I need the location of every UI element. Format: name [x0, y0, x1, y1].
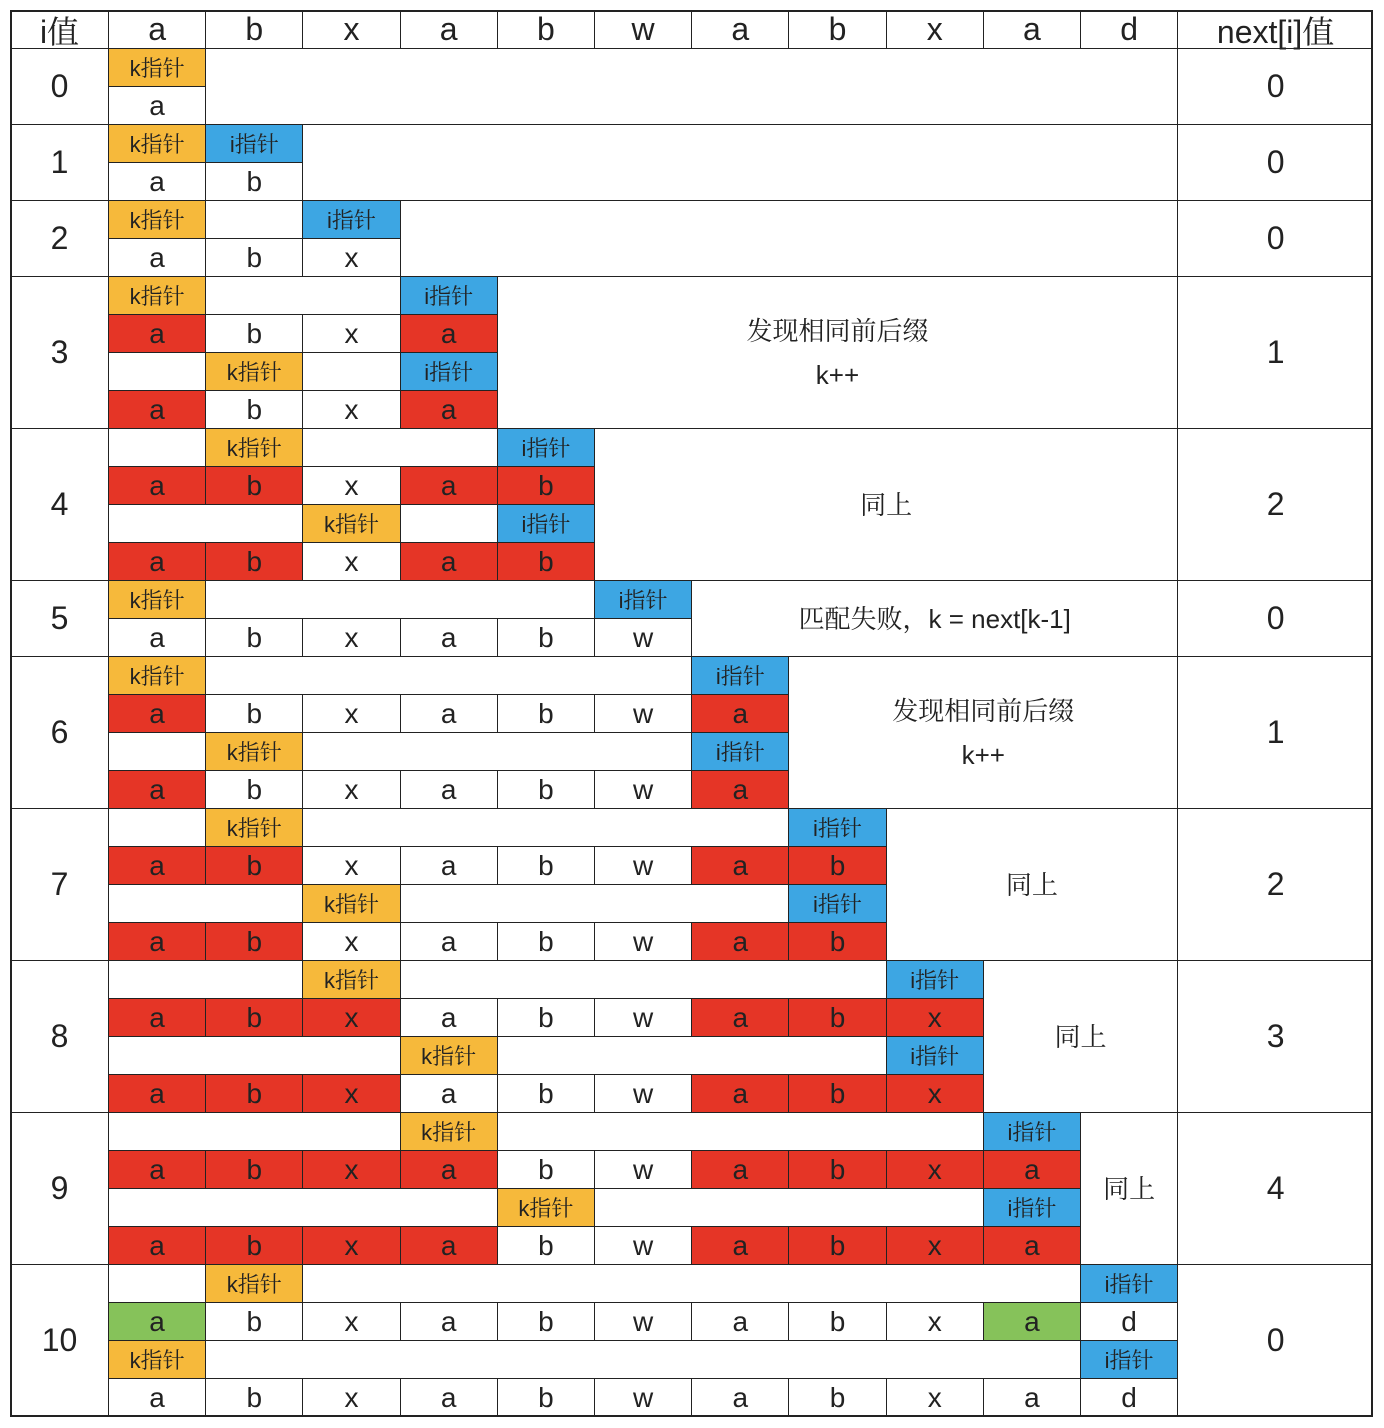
pattern-char: a	[108, 1378, 205, 1416]
pattern-char: d	[1080, 1302, 1177, 1340]
i-pointer: i指针	[205, 124, 302, 162]
pointer-gap	[302, 352, 399, 390]
pattern-char: d	[1080, 1378, 1177, 1416]
k-pointer: k指针	[205, 1264, 302, 1302]
k-pointer: k指针	[497, 1188, 594, 1226]
step-i-value: 3	[10, 276, 108, 428]
matched-char: a	[108, 314, 205, 352]
i-pointer: i指针	[983, 1188, 1080, 1226]
pointer-gap	[205, 580, 594, 618]
k-pointer: k指针	[108, 124, 205, 162]
matched-char: a	[691, 922, 788, 960]
step-note	[788, 656, 1177, 808]
pattern-char: w	[594, 1226, 691, 1264]
step-note-line: 同上	[1005, 869, 1058, 900]
pattern-char: a	[400, 1074, 497, 1112]
step-i-value: 4	[10, 428, 108, 580]
k-pointer: k指针	[302, 504, 399, 542]
pointer-gap	[205, 200, 302, 238]
pattern-char: a	[400, 922, 497, 960]
matched-char: a	[108, 770, 205, 808]
step-i-value: 8	[10, 960, 108, 1112]
pattern-char: b	[497, 1074, 594, 1112]
step-note	[1080, 1112, 1177, 1264]
step-note	[983, 960, 1177, 1112]
i-pointer: i指针	[302, 200, 399, 238]
pattern-char: a	[400, 1378, 497, 1416]
pointer-gap	[108, 960, 302, 998]
pattern-char: x	[302, 1378, 399, 1416]
pattern-char: a	[400, 846, 497, 884]
compared-char: a	[108, 1302, 205, 1340]
step-note	[205, 48, 1177, 124]
matched-char: a	[983, 1150, 1080, 1188]
k-pointer: k指针	[400, 1036, 497, 1074]
compared-char: a	[983, 1302, 1080, 1340]
i-pointer: i指针	[400, 276, 497, 314]
pattern-char: b	[497, 1378, 594, 1416]
pattern-char: w	[594, 922, 691, 960]
pattern-char: a	[691, 1302, 788, 1340]
pattern-char: b	[497, 618, 594, 656]
pattern-char: a	[400, 770, 497, 808]
i-pointer: i指针	[691, 732, 788, 770]
step-next-value: 0	[1177, 124, 1373, 200]
pattern-char: b	[497, 770, 594, 808]
pattern-char: w	[594, 770, 691, 808]
pattern-char: b	[497, 694, 594, 732]
pointer-gap	[400, 960, 886, 998]
pattern-char: w	[594, 1378, 691, 1416]
i-pointer: i指针	[1080, 1264, 1177, 1302]
pointer-gap	[108, 1264, 205, 1302]
step-next-value: 0	[1177, 580, 1373, 656]
pointer-gap	[108, 1036, 400, 1074]
pattern-char: b	[205, 1378, 302, 1416]
step-note-line: 同上	[1103, 1173, 1156, 1204]
k-pointer: k指针	[108, 656, 205, 694]
matched-char: b	[205, 922, 302, 960]
step-i-value: 2	[10, 200, 108, 276]
k-pointer: k指针	[108, 580, 205, 618]
pointer-gap	[108, 884, 302, 922]
step-next-value: 3	[1177, 960, 1373, 1112]
matched-char: a	[108, 466, 205, 504]
matched-char: a	[400, 1226, 497, 1264]
matched-char: b	[205, 542, 302, 580]
pattern-char: w	[594, 694, 691, 732]
matched-char: b	[205, 998, 302, 1036]
pattern-char: b	[497, 1302, 594, 1340]
pattern-char: a	[691, 1378, 788, 1416]
i-pointer: i指针	[886, 1036, 983, 1074]
step-next-value: 1	[1177, 276, 1373, 428]
i-pointer: i指针	[594, 580, 691, 618]
step-note-line: 发现相同前后缀	[746, 315, 929, 346]
header-char: w	[594, 10, 691, 48]
pointer-gap	[400, 884, 789, 922]
pattern-char: b	[205, 694, 302, 732]
pattern-char: b	[497, 922, 594, 960]
matched-char: b	[205, 1074, 302, 1112]
pointer-gap	[497, 1036, 886, 1074]
k-pointer: k指针	[205, 732, 302, 770]
pattern-char: a	[400, 1302, 497, 1340]
pattern-char: b	[497, 846, 594, 884]
k-pointer: k指针	[302, 960, 399, 998]
step-note	[691, 580, 1177, 656]
header-char: a	[983, 10, 1080, 48]
step-i-value: 6	[10, 656, 108, 808]
pointer-gap	[108, 732, 205, 770]
pattern-char: x	[886, 1302, 983, 1340]
matched-char: b	[205, 466, 302, 504]
i-pointer: i指针	[497, 428, 594, 466]
pattern-char: b	[205, 162, 302, 200]
matched-char: x	[302, 1150, 399, 1188]
pointer-gap	[108, 1188, 497, 1226]
pattern-char: b	[205, 238, 302, 276]
header-char: a	[691, 10, 788, 48]
pattern-char: a	[400, 618, 497, 656]
i-pointer: i指针	[788, 808, 885, 846]
k-pointer: k指针	[400, 1112, 497, 1150]
step-note	[886, 808, 1178, 960]
k-pointer: k指针	[302, 884, 399, 922]
step-next-value: 2	[1177, 808, 1373, 960]
i-pointer: i指针	[886, 960, 983, 998]
matched-char: a	[108, 1150, 205, 1188]
step-i-value: 1	[10, 124, 108, 200]
pattern-char: a	[983, 1378, 1080, 1416]
matched-char: a	[691, 770, 788, 808]
pattern-char: w	[594, 846, 691, 884]
pattern-char: w	[594, 1150, 691, 1188]
matched-char: x	[886, 1074, 983, 1112]
k-pointer: k指针	[205, 808, 302, 846]
matched-char: a	[400, 390, 497, 428]
matched-char: b	[497, 542, 594, 580]
pattern-char: a	[108, 618, 205, 656]
header-char: a	[400, 10, 497, 48]
matched-char: x	[302, 1226, 399, 1264]
step-note	[497, 276, 1177, 428]
step-next-value: 1	[1177, 656, 1373, 808]
matched-char: x	[302, 1074, 399, 1112]
matched-char: b	[205, 1226, 302, 1264]
i-pointer: i指针	[788, 884, 885, 922]
pattern-char: b	[205, 770, 302, 808]
pattern-char: x	[886, 1378, 983, 1416]
step-next-value: 0	[1177, 200, 1373, 276]
step-i-value: 7	[10, 808, 108, 960]
matched-char: b	[788, 922, 885, 960]
pointer-gap	[108, 1112, 400, 1150]
header-char: b	[205, 10, 302, 48]
pattern-char: b	[788, 1302, 885, 1340]
k-pointer: k指针	[108, 48, 205, 86]
step-next-value: 2	[1177, 428, 1373, 580]
pointer-gap	[108, 352, 205, 390]
k-pointer: k指针	[108, 276, 205, 314]
matched-char: a	[108, 998, 205, 1036]
pointer-gap	[108, 428, 205, 466]
pattern-char: b	[205, 390, 302, 428]
pointer-gap	[108, 504, 302, 542]
pattern-char: a	[108, 86, 205, 124]
matched-char: x	[302, 998, 399, 1036]
matched-char: a	[108, 1074, 205, 1112]
header-char: b	[788, 10, 885, 48]
matched-char: x	[886, 1226, 983, 1264]
pattern-char: x	[302, 618, 399, 656]
pattern-char: x	[302, 1302, 399, 1340]
matched-char: b	[205, 1150, 302, 1188]
step-next-value: 0	[1177, 1264, 1373, 1416]
step-note	[400, 200, 1178, 276]
matched-char: a	[108, 694, 205, 732]
matched-char: a	[108, 922, 205, 960]
pointer-gap	[400, 504, 497, 542]
pointer-gap	[302, 1264, 1080, 1302]
step-note-line: 匹配失败，k = next[k-1]	[798, 603, 1071, 634]
header-char: x	[886, 10, 983, 48]
matched-char: b	[788, 1226, 885, 1264]
header-char: b	[497, 10, 594, 48]
pattern-char: x	[302, 846, 399, 884]
pattern-char: b	[205, 314, 302, 352]
pattern-char: b	[497, 1226, 594, 1264]
matched-char: a	[983, 1226, 1080, 1264]
k-pointer: k指针	[205, 352, 302, 390]
header-next-label: next[i]值	[1177, 10, 1373, 48]
pointer-gap	[205, 276, 399, 314]
step-i-value: 9	[10, 1112, 108, 1264]
matched-char: a	[108, 390, 205, 428]
pattern-char: w	[594, 1302, 691, 1340]
k-pointer: k指针	[205, 428, 302, 466]
matched-char: b	[788, 1150, 885, 1188]
pattern-char: b	[205, 618, 302, 656]
matched-char: b	[788, 1074, 885, 1112]
i-pointer: i指针	[497, 504, 594, 542]
matched-char: a	[108, 1226, 205, 1264]
i-pointer: i指针	[400, 352, 497, 390]
step-note-line: k++	[815, 359, 860, 390]
pointer-gap	[302, 808, 788, 846]
step-i-value: 10	[10, 1264, 108, 1416]
matched-char: a	[400, 314, 497, 352]
pattern-char: w	[594, 1074, 691, 1112]
pattern-char: x	[302, 770, 399, 808]
k-pointer: k指针	[108, 1340, 205, 1378]
pattern-char: b	[788, 1378, 885, 1416]
matched-char: b	[788, 998, 885, 1036]
pattern-char: x	[302, 390, 399, 428]
step-note-line: 同上	[860, 489, 913, 520]
header-char: d	[1080, 10, 1177, 48]
pointer-gap	[302, 428, 496, 466]
pattern-char: w	[594, 618, 691, 656]
pattern-char: b	[497, 1150, 594, 1188]
matched-char: b	[497, 466, 594, 504]
step-note	[302, 124, 1177, 200]
pointer-gap	[205, 1340, 1080, 1378]
matched-char: b	[788, 846, 885, 884]
pointer-gap	[497, 1112, 983, 1150]
header-char: x	[302, 10, 399, 48]
matched-char: a	[691, 1150, 788, 1188]
pattern-char: x	[302, 238, 399, 276]
pointer-gap	[302, 732, 691, 770]
pattern-char: x	[302, 922, 399, 960]
pattern-char: w	[594, 998, 691, 1036]
step-note	[594, 428, 1177, 580]
pattern-char: x	[302, 694, 399, 732]
k-pointer: k指针	[108, 200, 205, 238]
pattern-char: a	[108, 238, 205, 276]
pointer-gap	[594, 1188, 983, 1226]
matched-char: a	[691, 1074, 788, 1112]
pointer-gap	[205, 656, 691, 694]
matched-char: a	[691, 1226, 788, 1264]
i-pointer: i指针	[983, 1112, 1080, 1150]
pointer-gap	[108, 808, 205, 846]
step-next-value: 4	[1177, 1112, 1373, 1264]
pattern-char: a	[400, 998, 497, 1036]
step-note-line: 发现相同前后缀	[892, 695, 1075, 726]
i-pointer: i指针	[1080, 1340, 1177, 1378]
matched-char: a	[691, 998, 788, 1036]
matched-char: a	[400, 542, 497, 580]
matched-char: a	[691, 694, 788, 732]
matched-char: a	[108, 542, 205, 580]
pattern-char: a	[400, 694, 497, 732]
step-note-line: k++	[961, 739, 1005, 770]
pattern-char: x	[302, 542, 399, 580]
step-i-value: 5	[10, 580, 108, 656]
matched-char: a	[400, 466, 497, 504]
step-note-line: 同上	[1054, 1021, 1107, 1052]
pattern-char: x	[302, 466, 399, 504]
i-pointer: i指针	[691, 656, 788, 694]
step-i-value: 0	[10, 48, 108, 124]
step-next-value: 0	[1177, 48, 1373, 124]
matched-char: x	[886, 998, 983, 1036]
pattern-char: a	[108, 162, 205, 200]
pattern-char: x	[302, 314, 399, 352]
matched-char: a	[691, 846, 788, 884]
matched-char: b	[205, 846, 302, 884]
matched-char: x	[886, 1150, 983, 1188]
matched-char: a	[108, 846, 205, 884]
matched-char: a	[400, 1150, 497, 1188]
pattern-char: b	[205, 1302, 302, 1340]
pattern-char: b	[497, 998, 594, 1036]
header-i-label: i值	[10, 10, 108, 48]
header-char: a	[108, 10, 205, 48]
